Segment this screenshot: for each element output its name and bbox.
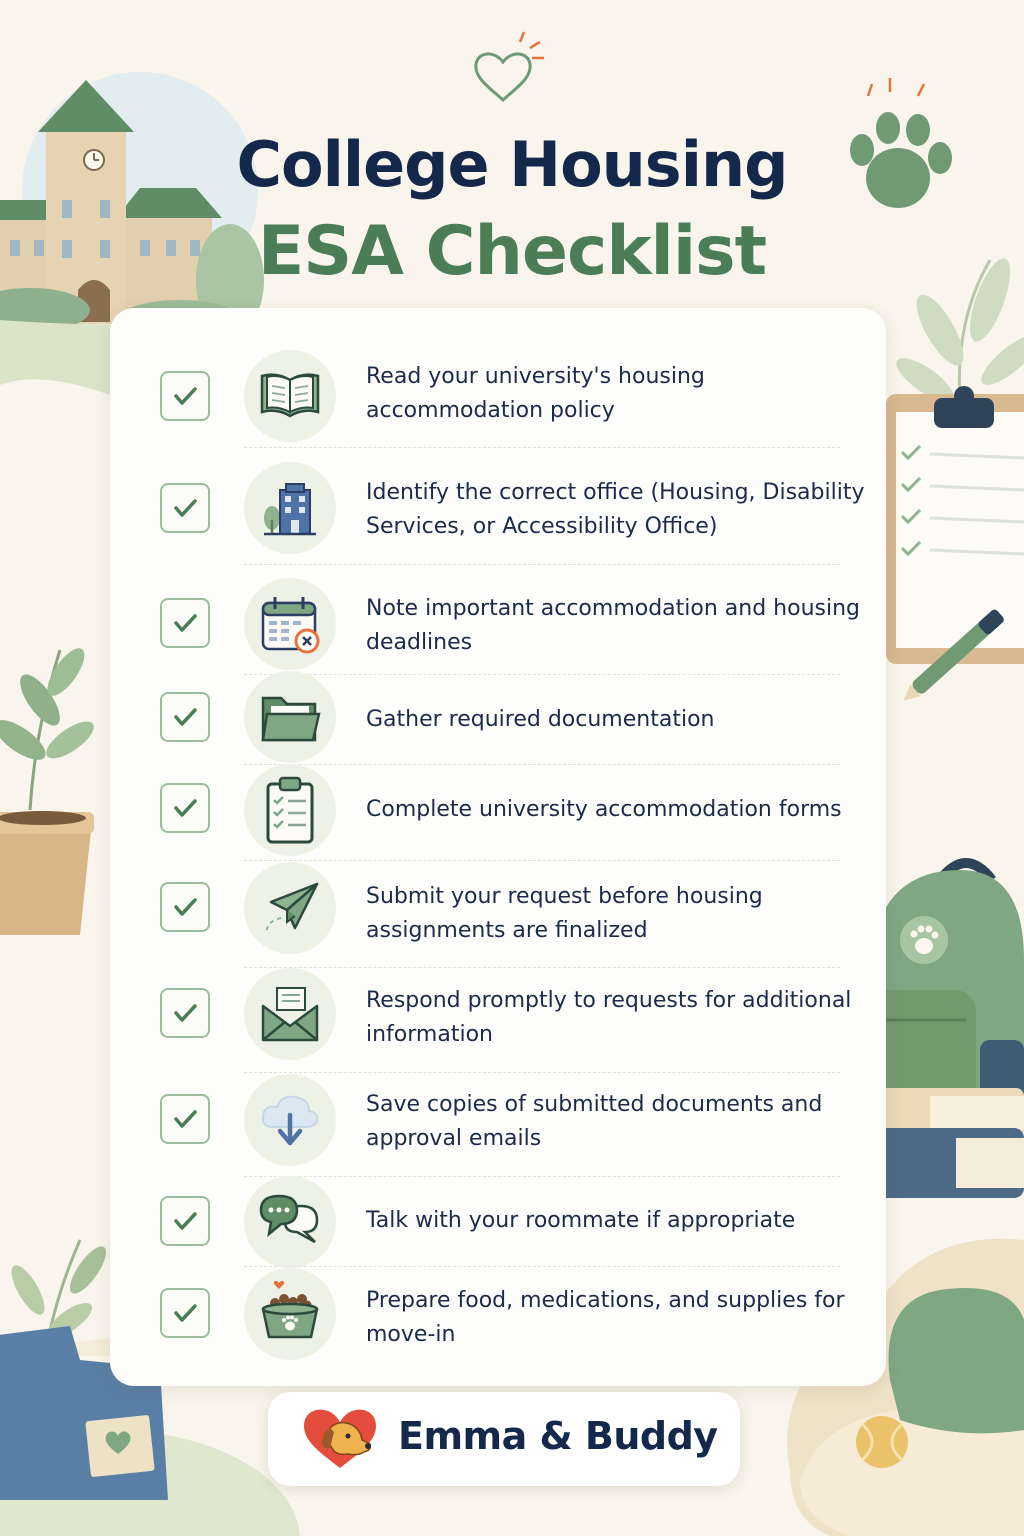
checkmark-icon (170, 998, 200, 1028)
checklist-item-text: Gather required documentation (366, 707, 715, 732)
item-icon-container (244, 862, 336, 954)
checkmark-icon (170, 1206, 200, 1236)
item-divider (244, 860, 840, 861)
item-divider (244, 1266, 840, 1267)
item-divider (244, 1176, 840, 1177)
checklist-item (110, 970, 886, 1076)
clipboard-form-icon (260, 774, 320, 846)
office-building-icon (258, 476, 322, 540)
checkbox[interactable] (160, 371, 210, 421)
heart-dog-logo-icon (300, 1406, 380, 1472)
checklist-item-text: Read your university's housing accommodation policy (366, 364, 705, 423)
checklist-item (110, 1074, 886, 1178)
checklist-card (110, 308, 886, 1386)
checkmark-icon (170, 381, 200, 411)
item-icon-container (244, 671, 336, 763)
item-divider (244, 674, 840, 675)
item-divider (244, 967, 840, 968)
item-divider (244, 564, 840, 565)
clipboard-pen-icon (886, 386, 1024, 707)
item-divider (244, 1072, 840, 1073)
item-icon-container (244, 1074, 336, 1166)
checklist-item (110, 1270, 886, 1376)
checklist-item (110, 864, 886, 968)
potted-plant-icon (0, 643, 99, 935)
open-book-icon (254, 368, 326, 424)
checklist-item-text: Note important accommodation and housing deadlines (366, 596, 861, 655)
checklist-item (110, 768, 886, 860)
checklist-item (110, 574, 886, 686)
checkmark-icon (170, 702, 200, 732)
chat-bubbles-icon (255, 1192, 325, 1252)
checkmark-icon (170, 1298, 200, 1328)
checkbox[interactable] (160, 1288, 210, 1338)
title-line-2: ESA Checklist (257, 212, 767, 291)
item-icon-container (244, 764, 336, 856)
tennis-ball-icon (856, 1416, 908, 1468)
checklist-item-text: Identify the correct office (Housing, Disability Services, or Accessibility Office) (366, 480, 865, 539)
title-line-1: College Housing (236, 128, 788, 201)
folder-icon (257, 688, 323, 746)
checklist-item (110, 458, 886, 570)
checklist-item (110, 348, 886, 458)
checkbox[interactable] (160, 692, 210, 742)
item-icon-container (244, 578, 336, 670)
checklist-item-text: Complete university accommodation forms (366, 797, 842, 822)
checklist-item-text: Respond promptly to requests for additional information (366, 988, 852, 1047)
checklist-item-text: Save copies of submitted documents and approval emails (366, 1092, 823, 1151)
calendar-icon (257, 591, 323, 657)
checkmark-icon (170, 608, 200, 638)
envelope-icon (257, 984, 323, 1044)
checkmark-icon (170, 493, 200, 523)
heart-outline-icon (476, 32, 544, 100)
checkbox[interactable] (160, 988, 210, 1038)
checklist-item (110, 678, 886, 764)
checkbox[interactable] (160, 882, 210, 932)
checkbox[interactable] (160, 483, 210, 533)
checklist-item-text: Talk with your roommate if appropriate (366, 1208, 796, 1233)
paper-plane-icon (257, 878, 323, 938)
item-divider (244, 764, 840, 765)
item-icon-container (244, 462, 336, 554)
checklist-item-text: Submit your request before housing assignments are finalized (366, 884, 763, 943)
checkmark-icon (170, 1104, 200, 1134)
checkbox[interactable] (160, 783, 210, 833)
checklist-item (110, 1178, 886, 1268)
item-divider (244, 447, 840, 448)
brand-badge (268, 1392, 740, 1486)
cloud-download-icon (257, 1089, 323, 1151)
item-icon-container (244, 350, 336, 442)
checkbox[interactable] (160, 1196, 210, 1246)
checkmark-icon (170, 793, 200, 823)
checkbox[interactable] (160, 1094, 210, 1144)
item-icon-container (244, 1176, 336, 1268)
checklist-item-text: Prepare food, medications, and supplies for move-in (366, 1288, 845, 1347)
checkmark-icon (170, 892, 200, 922)
brand-name: Emma & Buddy (398, 1414, 718, 1458)
item-icon-container (244, 968, 336, 1060)
item-icon-container (244, 1268, 336, 1360)
pet-food-bowl-icon (255, 1281, 325, 1347)
checkbox[interactable] (160, 598, 210, 648)
